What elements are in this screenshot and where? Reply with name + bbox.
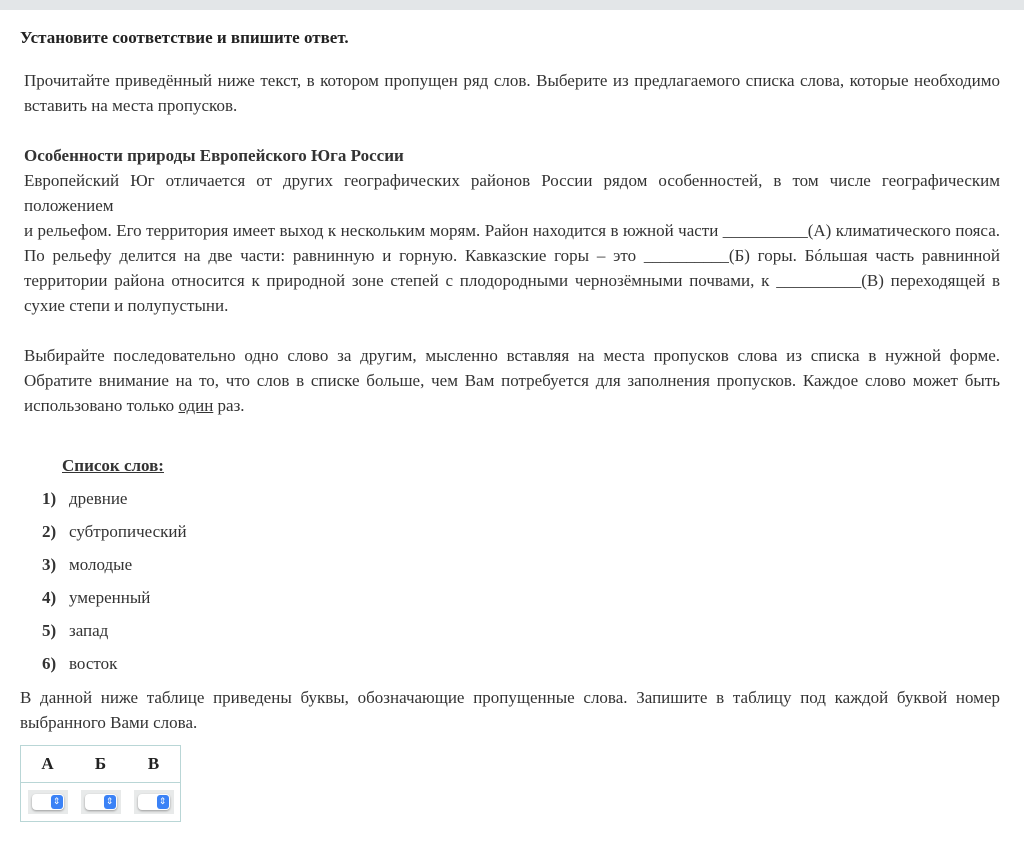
passage-title: Особенности природы Европейского Юга России [24,146,404,165]
item-word: субтропический [69,522,187,541]
passage [24,143,1000,318]
updown-chevron-icon: ⇕ [104,795,116,809]
item-word: умеренный [69,588,151,607]
list-item [42,652,187,685]
answer-select-v[interactable] [134,790,174,814]
list-item [42,487,187,520]
item-number: 3) [42,555,57,574]
item-number: 4) [42,588,57,607]
list-item [42,553,187,586]
answer-select-a[interactable] [28,790,68,814]
answer-table [20,745,181,822]
column-a: А [21,746,75,783]
instruction-text: Выбирайте последовательно одно слово за другим, мысленно вставляя на места пропусков слова из списка в нужной форме. Обратите внимание на то, что слов в списке больше, чем Вам потребуется для заполнения пропусков. Каждое слово может быть использовано только [24,346,1000,415]
item-number: 5) [42,621,57,640]
passage-body: и рельефом. Его территория имеет выход к нескольким морям. Район находится в южной части __________(А) климатического пояса. По рельефу делится на две части: равнинную и горную. Кавказские горы – это __________(Б) горы. Бóльшая часть равнинной территории района относится к природной зоне степей с плодородными чернозёмными почвами, к __________(В) переходящей в сухие степи и полупустыни. [24,221,1000,315]
list-item [42,520,187,553]
answer-select-b[interactable] [81,790,121,814]
item-word: молодые [69,555,133,574]
column-v: В [127,746,181,783]
top-bar [0,0,1024,10]
item-word: древние [69,489,128,508]
item-number: 1) [42,489,57,508]
instruction-end: раз. [213,396,245,415]
column-b: Б [74,746,127,783]
updown-chevron-icon: ⇕ [51,795,63,809]
task-title: Установите соответствие и впишите ответ. [20,28,349,47]
instruction [24,343,1000,418]
instruction-emphasis: один [178,396,214,415]
item-word: восток [69,654,118,673]
word-list-title: Список слов: [62,456,164,475]
passage-line1: Европейский Юг отличается от других географических районов России рядом особенностей, в том числе географическим положением [24,171,1000,215]
item-word: запад [69,621,109,640]
updown-chevron-icon: ⇕ [157,795,169,809]
list-item [42,619,187,652]
item-number: 6) [42,654,57,673]
item-number: 2) [42,522,57,541]
word-list [42,487,187,685]
intro-text: Прочитайте приведённый ниже текст, в котором пропущен ряд слов. Выберите из предлагаемого списка слова, которые необходимо вставить на места пропусков. [24,71,1000,115]
list-item [42,586,187,619]
table-instruction: В данной ниже таблице приведены буквы, обозначающие пропущенные слова. Запишите в таблицу под каждой буквой номер выбранного Вами слова. [20,688,1000,732]
